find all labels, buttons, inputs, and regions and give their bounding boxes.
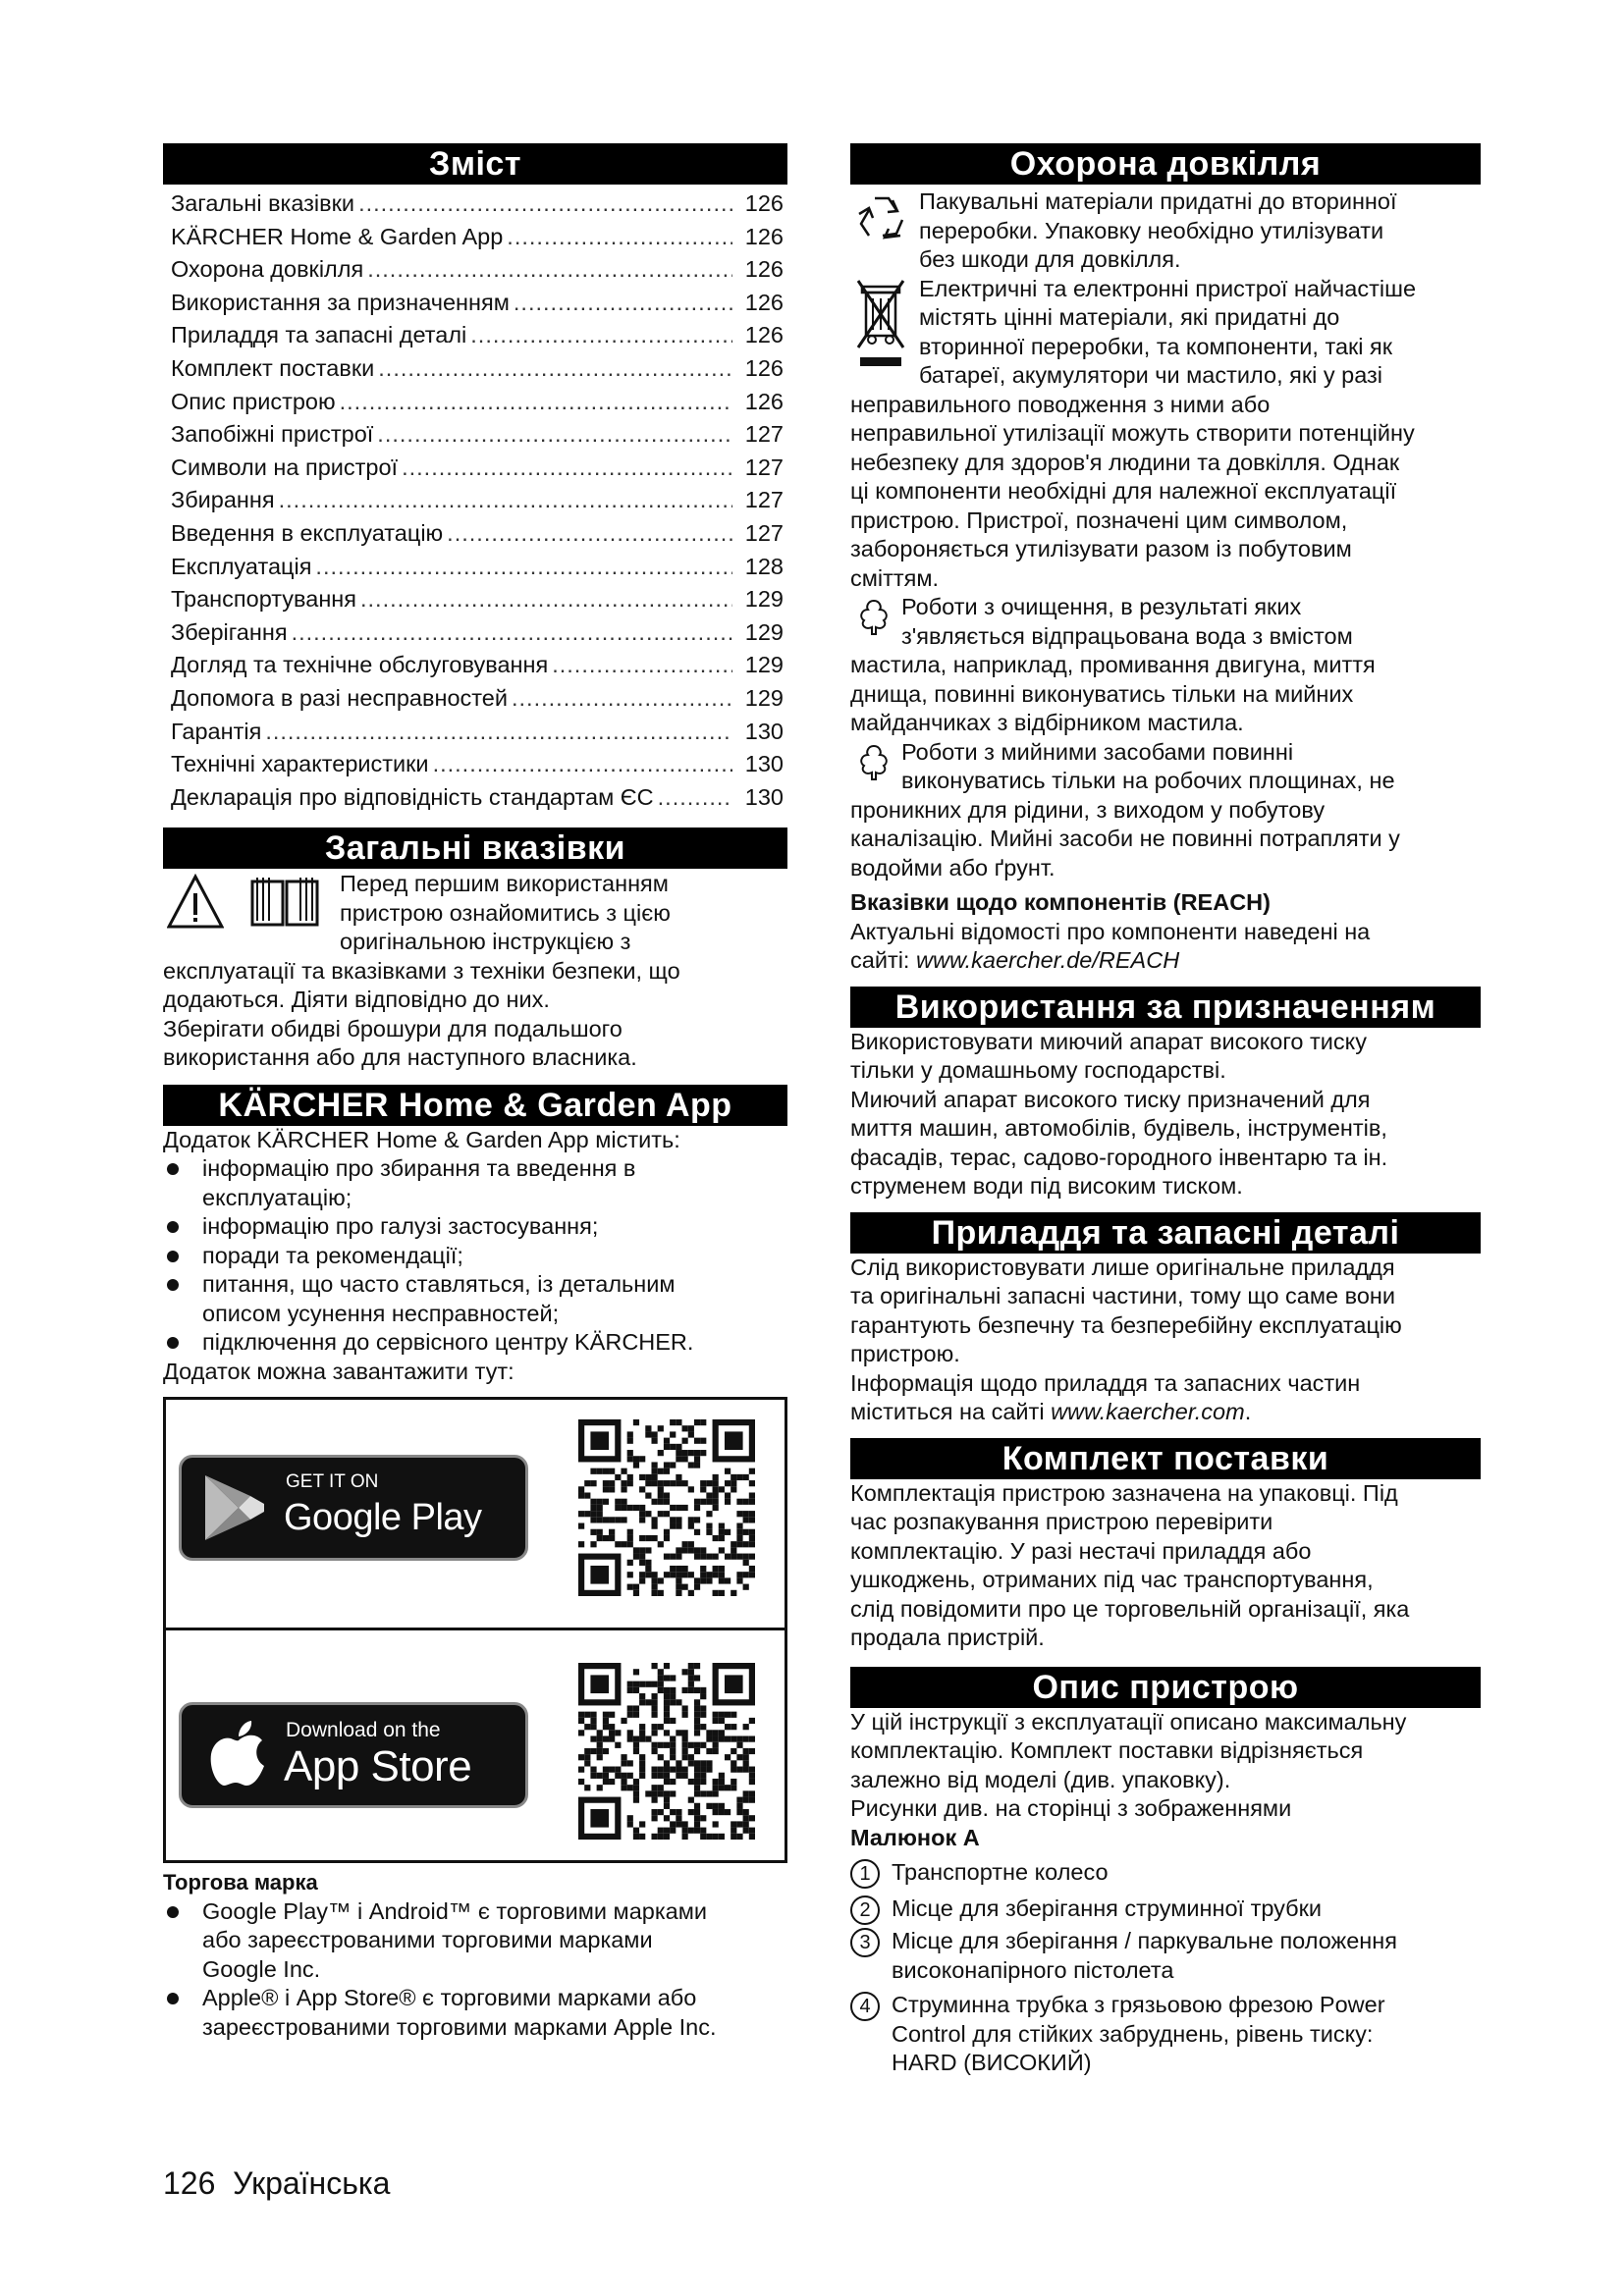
- general-intro: Перед першим використанням пристрою ознайомитись з цією оригінальною інструкцією з експлуатації та вказівками з техніки безпеки, що додаються. Діяти відповідно до них. Зберігати обидві брошури для подальшого використання або для наступного власника.: [163, 871, 680, 1071]
- intended-use-section: Використовувати миючий апарат високого тиску тільки у домашньому господарстві. Миючий апарат високого тиску призначений для миття машин, автомобілів, будівель, інструментів, фасадів, терас, садово-городного інвентарю та ін. струменем води під високим тиском.: [850, 1028, 1388, 1199]
- app-bullet: питання, що часто ставляться, із детальним описом усунення несправностей;: [163, 1270, 787, 1328]
- recycling-icon: [855, 192, 908, 243]
- figure-item: 4 Струминна трубка з грязьовою фрезою Power Control для стійких забруднень, рівень тиску: HARD (ВИСОКИЙ): [850, 1991, 1481, 2078]
- figure-item: 2 Місце для зберігання струминної трубки: [850, 1895, 1481, 1924]
- app-bullet: інформацію про збирання та введення в експлуатацію;: [163, 1154, 787, 1212]
- page-number: 126: [163, 2165, 216, 2201]
- google-play-icon: [199, 1471, 268, 1544]
- app-store-box: [163, 1397, 787, 1863]
- scope-section: Комплектація пристрою зазначена на упаковці. Під час розпакування пристрою перевірити комплектацію. У разі нестачі приладдя або ушкоджень, отриманих під час транспортування, слід повідомити про це торговельній організації, яка продала пристрій.: [850, 1479, 1410, 1650]
- apple-icon: [209, 1719, 268, 1789]
- figure-item: 3 Місце для зберігання / паркувальне положення високонапірного пістолета: [850, 1927, 1481, 1985]
- toc-item[interactable]: Догляд та технічне обслуговування ..... 129: [163, 649, 787, 682]
- toc-list: [163, 185, 787, 814]
- description-section: У цій інструкції з експлуатації описано максимальну комплектацію. Комплект поставки відрізняється залежно від моделі (див. упаковку). Рисунки див. на сторінці з зображеннями Малюнок А 1 Транспортне колесо 2 Місце для зберігання струминної трубки 3 Місце для зберігання / паркувальне положення високонапірного пістолета 4 Струминна трубка з грязьовою фрезою Power Control для стійких забруднень, рівень тиску: HARD (ВИСОКИЙ): [850, 1708, 1481, 2078]
- app-store-button[interactable]: [179, 1702, 528, 1808]
- reach-link[interactable]: www.kaercher.de/REACH: [916, 947, 1180, 973]
- trademark-item: Google Play™ і Android™ є торговими марками або зареєстрованими торговими марками Google Inc.: [163, 1897, 787, 1985]
- page-language: Українська: [233, 2165, 391, 2201]
- toc-item[interactable]: Декларація про відповідність стандартам ЄС ..... 130: [163, 781, 787, 815]
- reach-title: Вказівки щодо компонентів (REACH): [850, 889, 1271, 915]
- figure-label: Малюнок А: [850, 1824, 980, 1850]
- warning-icon: [167, 874, 224, 938]
- toc-item[interactable]: Експлуатація ..... 128: [163, 551, 787, 584]
- general-heading: Загальні вказівки: [163, 828, 787, 869]
- toc-item[interactable]: Гарантія ..... 130: [163, 716, 787, 749]
- page-footer: [163, 2165, 390, 2202]
- manual-book-icon: [249, 876, 320, 936]
- app-heading: KÄRCHER Home & Garden App: [163, 1085, 787, 1126]
- app-store-big-label: App Store: [284, 1742, 472, 1791]
- toc-item[interactable]: Запобіжні пристрої ..... 127: [163, 418, 787, 452]
- right-column: [850, 143, 1481, 2078]
- figure-item: 1 Транспортне колесо: [850, 1858, 1481, 1888]
- toc-item[interactable]: Опис пристрою ..... 126: [163, 386, 787, 419]
- app-bullet: підключення до сервісного центру KÄRCHER.: [163, 1328, 787, 1358]
- environment-heading: Охорона довкілля: [850, 143, 1481, 185]
- app-section: Додаток KÄRCHER Home & Garden App містить: інформацію про збирання та введення в експлуатацію; інформацію про галузі застосування; поради та рекомендації; питання, що часто ставляться, із детальним описом усунення несправностей; підключення до сервісного центру KÄRCHER. Додаток можна завантажити тут:: [163, 1126, 787, 1387]
- google-play-small-label: GET IT ON: [286, 1471, 379, 1493]
- toc-item[interactable]: Допомога в разі несправностей ..... 129: [163, 682, 787, 716]
- weee-crossed-bin-icon: [856, 279, 905, 369]
- toc-item[interactable]: Введення в експлуатацію ..... 127: [163, 517, 787, 551]
- toc-item[interactable]: Охорона довкілля ..... 126: [163, 253, 787, 287]
- toc-item[interactable]: Використання за призначенням ..... 126: [163, 287, 787, 320]
- toc-item[interactable]: Технічні характеристики ..... 130: [163, 748, 787, 781]
- toc-item[interactable]: Транспортування ..... 129: [163, 583, 787, 616]
- app-bullet: інформацію про галузі застосування;: [163, 1212, 787, 1242]
- google-play-big-label: Google Play: [284, 1497, 482, 1539]
- trademark-title: Торгова марка: [163, 1870, 318, 1896]
- environment-tree-icon: [854, 597, 893, 636]
- trademark-item: Apple® і App Store® є торговими марками або зареєстрованими торговими марками Apple Inc.: [163, 1984, 787, 2042]
- environment-tree-icon: [854, 742, 893, 781]
- scope-heading: Комплект поставки: [850, 1438, 1481, 1479]
- app-store-small-label: Download on the: [286, 1719, 441, 1742]
- toc-item[interactable]: Комплект поставки ..... 126: [163, 352, 787, 386]
- item-number: 3: [850, 1928, 880, 1957]
- toc-item[interactable]: Зберігання ..... 129: [163, 616, 787, 650]
- left-column: [163, 143, 787, 2042]
- qr-code-app-store[interactable]: [578, 1663, 755, 1842]
- intended-use-heading: Використання за призначенням: [850, 987, 1481, 1028]
- toc-item[interactable]: Загальні вказівки ..... 126: [163, 187, 787, 221]
- item-number: 2: [850, 1896, 880, 1925]
- toc-item[interactable]: KÄRCHER Home & Garden App ..... 126: [163, 221, 787, 254]
- accessories-heading: Приладдя та запасні деталі: [850, 1212, 1481, 1254]
- toc-item[interactable]: Збирання ..... 127: [163, 484, 787, 517]
- toc-item[interactable]: Символи на пристрої ..... 127: [163, 452, 787, 485]
- item-number: 1: [850, 1859, 880, 1889]
- qr-code-google-play[interactable]: [578, 1419, 755, 1598]
- kaercher-link[interactable]: www.kaercher.com: [1051, 1399, 1245, 1424]
- trademark-section: [163, 1868, 787, 2042]
- description-heading: Опис пристрою: [850, 1667, 1481, 1708]
- divider: [166, 1628, 785, 1630]
- environment-section: Пакувальні матеріали придатні до вторинної переробки. Упаковку необхідно утилізувати без шкоди для довкілля. Електричні та електронні пристрої найчастіше містять цінні матеріали, які придатні до вторинної переробки, та компоненти, такі як батареї, акумулятори чи мастило, які у разі неправильного поводження з ними або неправильної утилізації можуть створити потенційну небезпеку для здоров'я людини та довкілля. Однак ці компоненти необхідні для належної експлуатації пристрою. Пристрої, позначені цим символом, забороняється утилізувати разом із побутовим сміттям. Роботи з очищення, в результаті яких з'являється відпрацьована вода з вмістом мастила, наприклад, промивання двигуна, миття днища, повинні виконуватись тільки на мийних майданчиках з відбірником мастила. Роботи з мийними засобами повинні виконуватись тільки на робочих площинах, не проникних для рідини, з виходом у побутову каналізацію. Мийні засоби не повинні потрапляти у водойми або ґрунт. Вказівки щодо компонентів (REACH) Актуальні відомості про компоненти наведені на сайті: www.kaercher.de/REACH: [850, 185, 1481, 976]
- app-bullet: поради та рекомендації;: [163, 1242, 787, 1271]
- toc-heading: Зміст: [163, 143, 787, 185]
- google-play-button[interactable]: [179, 1455, 528, 1561]
- accessories-section: Слід використовувати лише оригінальне приладдя та оригінальні запасні частини, тому що саме вони гарантують безпечну та безперебійну експлуатацію пристрою. Інформація щодо приладдя та запасних частин міститься на сайті www.kaercher.com.: [850, 1254, 1402, 1424]
- toc-item[interactable]: Приладдя та запасні деталі ..... 126: [163, 319, 787, 352]
- item-number: 4: [850, 1992, 880, 2021]
